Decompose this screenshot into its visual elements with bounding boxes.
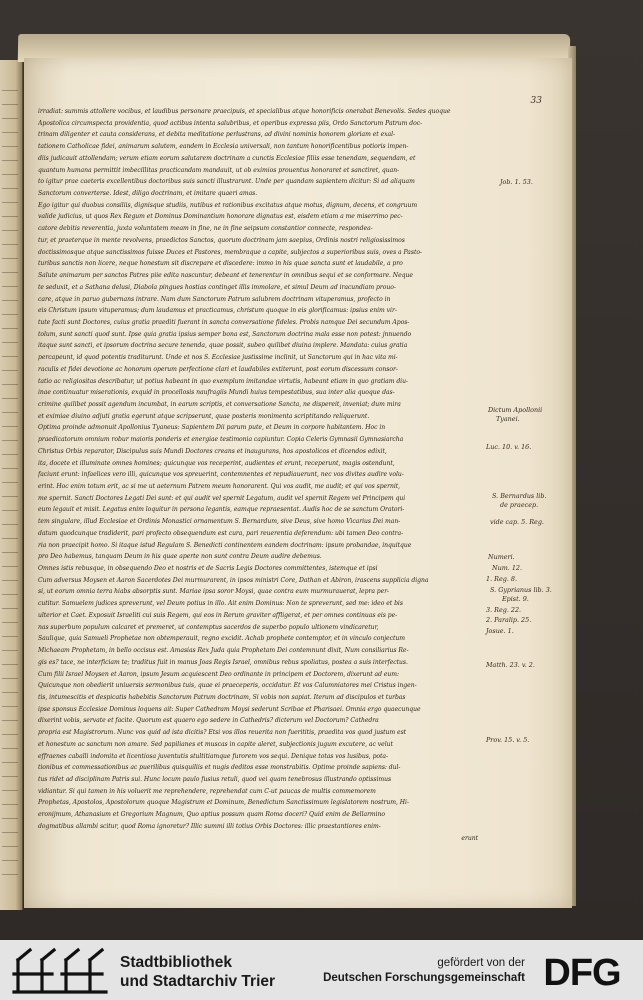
text-line: me spernit. Sancti Doctores Legati Dei sunt: et qui audit vel spernit Legatum, audit vel spernit Regem vel Principem qui [38, 494, 406, 502]
margin-note: Numeri. [488, 553, 515, 561]
margin-note: Luc. 10. v. 16. [486, 443, 532, 451]
text-line: et honestum ac sanctum non amare. Sed papilianes et muscas in capite aleret, subjectionis jugum excutere, ac velut [38, 740, 393, 748]
margin-note: Matth. 23. v. 2. [486, 661, 535, 669]
text-line: dogmatibus allambi scitur, quod Roma ignoretur? Illic summi illi totius Orbis Doctores: illic praestantiores enim- [38, 822, 381, 830]
text-line: tur, et praeterque in mente revolvens, praedictos Sanctos, quorum doctrinam jam saepius, Ordinis nostri religiosissimos [38, 236, 405, 244]
text-line: eum legauit et misit. Legatus enim loquitur in persona legantis, eamque repraesentat. Audis hoc de se sanctum Oratori- [38, 506, 405, 514]
text-line: turibus sanctis non licere, neque honestum sit discrepare et discedere: immo in his quae sancta sunt et laudabile, a pro [38, 260, 403, 268]
text-line: Cum filii Israel Moysen et Aaron, ipsum Jesum acquiescent Deo ordinante in principem et Doctorem, dixerunt ad eum: [38, 670, 400, 678]
text-line: Sanctorum converterse. Idest, diligo doctrinam, et imitare quaeri amas. [38, 190, 258, 198]
text-line: faciunt erunt: infaelices vero illi, quicunque vos spreuerint, contemnentes et repudiauerunt, nec vos divites audire volu- [38, 471, 404, 479]
text-line: percapeunt, id quod potentis traditurunt. Unde et nos S. Ecclesiae justissime inclinit, ut Sanctorum qui in hac vita mi- [38, 354, 398, 362]
text-line: propria est Magistrorum. Nunc vos quid ad ista dicitis? Etsi vos illos reuerita non fuerititis, praedita vos quod justum est [38, 729, 407, 737]
text-line: irradiat: summis attollere vocibus, et laudibus personare praecipuis, et specialibus atque honorificis onerabat Benevolis. Sedes quoque [38, 108, 451, 115]
margin-note: 3. Reg. 22. [486, 606, 522, 614]
text-line: crimine quilibet possit agendum incumbat, in earum scriptis, et conversatione Sancta, ne dispereit, inveniat; dum mira [38, 400, 401, 408]
text-line: eis Christum ipsum vituperamus; dum laudamus et practicamus, christum quoque in eis glorificamus: ipsius enim vir- [38, 307, 397, 315]
text-line: ita, docete et illuminate omnes homines; quicunque vos receperint, audientes et erunt, receperunt, magis ostendunt, [38, 459, 395, 467]
institution-line-1: Stadtbibliothek [120, 954, 232, 971]
text-line: tus ridet ad disciplinam Patris sui. Hunc locum paulo fusius retuli, quod vei quam tenebrosus illustrando optissimus [38, 775, 392, 783]
margin-note: S. Bernardus lib. [492, 492, 547, 500]
text-line: et eximiae diuino adjuti gratia egerunt atque scripserunt, quae posteris monimenta scriptitando reliquerunt. [38, 412, 370, 420]
margin-note: vide cap. 5. Reg. [490, 518, 544, 526]
margin-note: 2. Paralip. 25. [486, 616, 532, 624]
text-line: raculis et fidei devotione ac honorum operum perfectione clari et laudabiles extiterunt, post eorum discessum consor- [38, 365, 398, 373]
text-line: Michaeam Prophetam, in bello occisus est. Amasias Rex Juda quia Prophetam Dei contemnunt dixit, Num consiliarius Re- [38, 647, 409, 655]
facing-page-edge [0, 60, 23, 910]
text-line: Cum adversus Moysen et Aaron Sacerdotes Dei murmurarent, in ipsos ministri Core, Dathan et Abiron, irascens supplicia digna [38, 576, 429, 584]
text-line: gis es? tace, ne interficiam te; traditus fuit in manus Joas Regis Israel, omnibus rebus spoliatus, postea a suis interfectus. [38, 658, 408, 666]
main-text-block [38, 106, 486, 844]
margin-note: 1. Reg. 8. [486, 575, 517, 583]
text-line: dixerint vobis, servate et facite. Quorum est quaero ego sedere in Cathedris? dicterum vel Doctorum? Cathedra [38, 717, 379, 725]
text-line: effraenes caballi indomita et licentiosa juventutis stultitiamque furorem vos sequi. Denique totas vos lusibus, pota- [38, 752, 389, 760]
text-line: diis judicauit attollendam; verum etiam eorum salutarem doctrinam a cunctis Ecclesiae filiis esse tenendam, sequendam, et [38, 154, 416, 162]
text-line: tolum, sunt sancti quod sunt. Ipse quia gratia ipsius semper bona est, Sanctorum doctrina mala esse non potest: jnnuendo [38, 330, 412, 338]
text-line: to igitur prae caeteris excellentibus doctoribus suis sancti illustrarunt. Unde per quandam sapientem dicitur: Si ad aliquam [38, 178, 415, 186]
text-line: itaque sunt sancti, et ipsorum doctrina secure tenenda, quae possit, subeo quilibet diuina implere. Mandata: cuius gratia [38, 342, 408, 350]
institution-name [120, 953, 275, 991]
text-line: inae continuatur miserationis, exquid in procellosis naufragiis Mundi huius tempestatibus, sua inter alia quoque das- [38, 389, 395, 397]
text-line: tationem Catholicae fidei, animarum salutem, eandem in Ecclesia universali, non tantum honorificentibus potioris impen- [38, 143, 409, 151]
text-line: tionibus et commessationibus ac puerilibus quisquiliis et nugis deditos esse monstrabitis. Optime proinde sapiens: dul- [38, 764, 401, 772]
text-line: te seduxit, et a Sathana delusi, Diabola pingues hostias continget illis immolare, et simul Deum ad iracundiam prouo- [38, 283, 396, 291]
margin-note: de praecep. [500, 501, 539, 509]
text-line: erint. Hoc enim totum erit, ac si me ut aeternum Patrem meum honorarent. Qui vos audit, me audit; et qui vos spernit, [38, 483, 401, 490]
text-line: care, atque in paruo gubernans intrare. Nam dum Sanctorum Patrum salubrem doctrinam vituperamus, profecto in [38, 295, 391, 303]
text-line: pro Deo habemus, tanquam Deum in his quae aperte non sunt contra Deum audire debemus. [38, 553, 322, 561]
text-line: Omnes istis rebusque, in obsequendo Deo et nostris et de Sacris Legis Doctores committentes, istemque et ipsi [38, 565, 378, 573]
text-line: tem singulare, illud Ecclesiae et Ordinis Monastici ornamentum S. Bernardum, sive Deus, sive homo Vicarius Dei man- [38, 518, 401, 526]
text-line: ipse sponsus Ecclesiae Dominus loquens ait: Super Cathedram Moysi sederunt Scribae et Pharisaei. Omnia ergo quaecunque [38, 705, 421, 713]
folio-number: 33 [530, 96, 542, 106]
margin-note: Num. 12. [492, 564, 522, 572]
text-line: tute facti sunt Doctores, cuius gratia praediti fuerant in sancta conversatione fideles. Probis namque Dei secundum Apos- [38, 318, 410, 326]
text-line: Christus Orbis reparator, Discipulus suis Mundi Doctores creans et inaugurans, hos apostolicos et dicendos edixit, [38, 447, 387, 455]
text-line: datum quodcunque tradiderit, pari profecto obsequendum est cura, pari reuerentia deferendum: ubi tamen Deo contra- [38, 529, 404, 537]
library-logo-icon [12, 946, 108, 996]
margin-note: Epist. 9. [502, 595, 529, 603]
margin-note: Josue. 1. [486, 627, 514, 635]
dfg-logo-text: DFG [543, 952, 621, 992]
funder-line-1: gefördert von der [437, 957, 525, 969]
text-line: catore debitis reverentia, juxta voluntatem meam in fine, ne in fine seipsum constantior connecte, respondea- [38, 225, 373, 233]
margin-note: Job. 1. 53. [500, 178, 533, 186]
funder-line-2: Deutschen Forschungsgemeinschaft [323, 972, 525, 984]
text-line: Salute animarum per sanctos Patres piie edita nascuntur, debeant et tenerentur in omnibus sequi et se conformare. Neque [38, 272, 413, 280]
text-line: vidiantur. Si qui tamen in his voluerit me reprehendere, reprehendat cum C-ut paucas de multis commemorem [38, 787, 376, 795]
text-line: nas superbum populum calcaret et premeret, ut contemptus sacerdos de superbo populo ultionem vindicaretur, [38, 623, 379, 631]
text-line: si, ut eorum omnia terra hiabs absorptis sunt. Mariae ipsa soror Moysi, quae contra eum murmurauerat, lepra per- [38, 588, 390, 596]
facing-page-text-fragments [2, 80, 18, 880]
text-line: cutitur. Samuelem judices spreverunt, vel Deum potius in illo. Ait enim Dominus: Non te spreverunt, sed me: ideo et bis [38, 600, 403, 608]
text-line: tatio ac religiositas describatur, ut potius habeant in quo exemplum imitandae virtutis, habeant etiam in quo gratiam diu- [38, 377, 408, 385]
text-line: erunt [461, 834, 478, 842]
text-line: Quicunque non obedierit uniuersis sermonibus tuis, quae ei praeceperis, occidatur. Et vos Calumniatores mei Cristus ingen- [38, 682, 417, 690]
text-line: eronijmum, Athanasium et Gregorium Magnum, Quo aptius possum quam Roma doceri? Quid enim de Bellarmino [38, 811, 386, 819]
text-line: Optima proinde admonuit Apollonius Tyaneus: Sapientem Dii parum pute, et Deum in corpore habitantem. Hoc in [38, 424, 386, 432]
margin-note: Tyanei. [496, 415, 520, 423]
margin-note: S. Gyprianus lib. 3. [490, 586, 552, 594]
text-line: tis, intumescitis et despicatis habebitis Sanctorum Patrum doctrinam, Si vobis non sapiat. Iterum ad discipulos et turbas [38, 693, 406, 701]
dfg-logo-icon [530, 950, 634, 992]
margin-note: Prov. 15. v. 5. [486, 736, 530, 744]
text-line: Apostolica circumspecta providentia, quod actibus intenta salubribus, et operibus expressa piis, Ordo Sanctorum Patrum doc- [38, 119, 423, 127]
funder-credit [323, 956, 525, 986]
text-line: valide judicius, ut quos Rex Regum et Dominus Dominantium honorare dignatus est, eisdem etiam a me miserrimo pec- [38, 213, 403, 221]
text-line: trinam diligenter et cauta considerans, et debita meditatione perlustrans, ad divini nominis honorem gloriam et exal- [38, 131, 396, 139]
text-line: Ego igitur qui duobus consiliis, dignisque studiis, nutibus et rationibus excitatus atque motus, dignum, decens, et congruum [38, 201, 418, 209]
text-line: Saulique, quia Samueli Prophetae non obtemperauit, regno excidit. Achab prophete contemptor, et in vinculo conjectum [38, 635, 405, 643]
text-line: ulterior et Caet. Exposuit Israeliti cui suis Regem, qui eos in Rerum graviter affligerat, et per omnes continuas eis pe- [38, 611, 398, 619]
text-line: quantum humana permittit imbecillitas practicandam mandauit, ut ob eximios prouentus honoraret et sanctiret, quan- [38, 166, 400, 174]
manuscript-page [24, 58, 572, 908]
text-line: praedicatorum omnium robur maioris ponderis et energiae testimonia capiuntur. Copia Celeris Gymnasii Gymnasiarcha [38, 436, 404, 444]
margin-note: Dictum Apollonii [488, 406, 543, 414]
text-line: ria non praecipit homo. Si itaque istud Regulam S. Benedicti continentem eandem doctrinam: ipsum probandae, inquitque [38, 541, 412, 549]
text-line: doctissimosque atque sanctissimos fuisse Duces et Pastores, membraque a capite, subjectos a superioribus suis, oves a Pasto- [38, 248, 422, 256]
text-line: Prophetas, Apostolos, Apostolorum quoque Magistrum et Dominum, Benedictum Sanctissimum legislatorem nostrum, Hi- [38, 799, 409, 807]
institution-line-2: und Stadtarchiv Trier [120, 973, 276, 990]
